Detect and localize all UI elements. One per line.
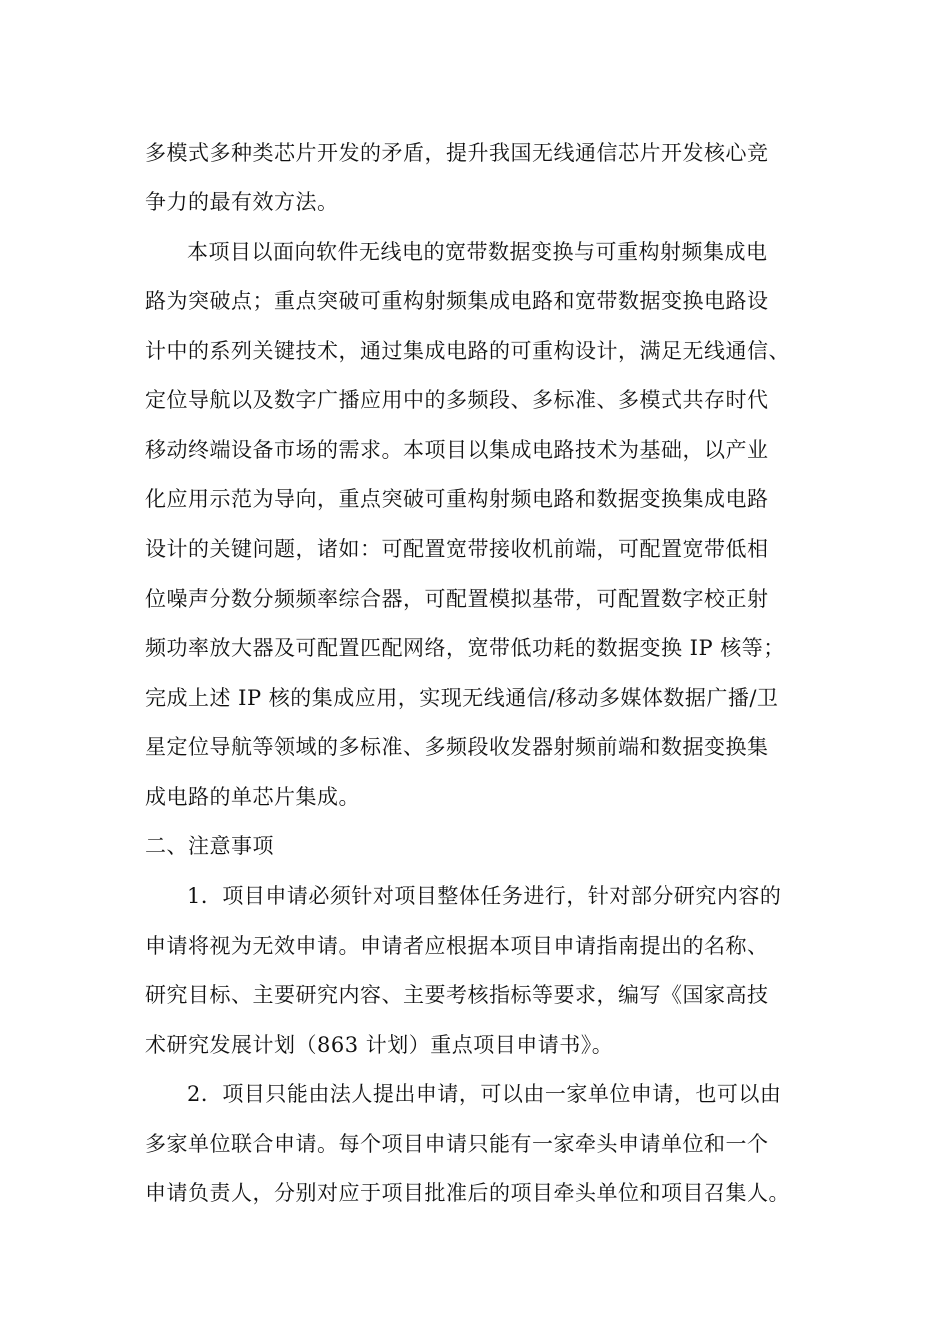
text-line: 2．项目只能由法人提出申请，可以由一家单位申请，也可以由 — [187, 1082, 782, 1106]
text-line: 频功率放大器及可配置匹配网络，宽带低功耗的数据变换 IP 核等； — [145, 636, 785, 660]
text-line: 多模式多种类芯片开发的矛盾，提升我国无线通信芯片开发核心竞 — [145, 141, 769, 165]
text-line: 设计的关键问题，诸如：可配置宽带接收机前端，可配置宽带低相 — [145, 537, 769, 561]
text-line: 路为突破点；重点突破可重构射频集成电路和宽带数据变换电路设 — [145, 289, 769, 313]
section-heading: 二、注意事项 — [145, 834, 274, 858]
text-line: 定位导航以及数字广播应用中的多频段、多标准、多模式共存时代 — [145, 388, 769, 412]
text-line: 完成上述 IP 核的集成应用，实现无线通信/移动多媒体数据广播/卫 — [145, 686, 779, 710]
text-line: 移动终端设备市场的需求。本项目以集成电路技术为基础，以产业 — [145, 438, 769, 462]
text-line: 申请负责人，分别对应于项目批准后的项目牵头单位和项目召集人。 — [145, 1181, 790, 1205]
text-line: 申请将视为无效申请。申请者应根据本项目申请指南提出的名称、 — [145, 934, 769, 958]
text-line: 星定位导航等领域的多标准、多频段收发器射频前端和数据变换集 — [145, 735, 769, 759]
text-line: 术研究发展计划（863 计划）重点项目申请书》。 — [145, 1033, 614, 1057]
text-line: 研究目标、主要研究内容、主要考核指标等要求，编写《国家高技 — [145, 983, 769, 1007]
text-line: 计中的系列关键技术，通过集成电路的可重构设计，满足无线通信、 — [145, 339, 790, 363]
text-line: 1．项目申请必须针对项目整体任务进行，针对部分研究内容的 — [187, 884, 782, 908]
text-line: 成电路的单芯片集成。 — [145, 785, 360, 809]
text-line: 化应用示范为导向，重点突破可重构射频电路和数据变换集成电路 — [145, 487, 769, 511]
text-line: 本项目以面向软件无线电的宽带数据变换与可重构射频集成电 — [187, 240, 768, 264]
text-line: 位噪声分数分频频率综合器，可配置模拟基带，可配置数字校正射 — [145, 587, 769, 611]
text-line: 多家单位联合申请。每个项目申请只能有一家牵头申请单位和一个 — [145, 1132, 769, 1156]
text-line: 争力的最有效方法。 — [145, 190, 339, 214]
